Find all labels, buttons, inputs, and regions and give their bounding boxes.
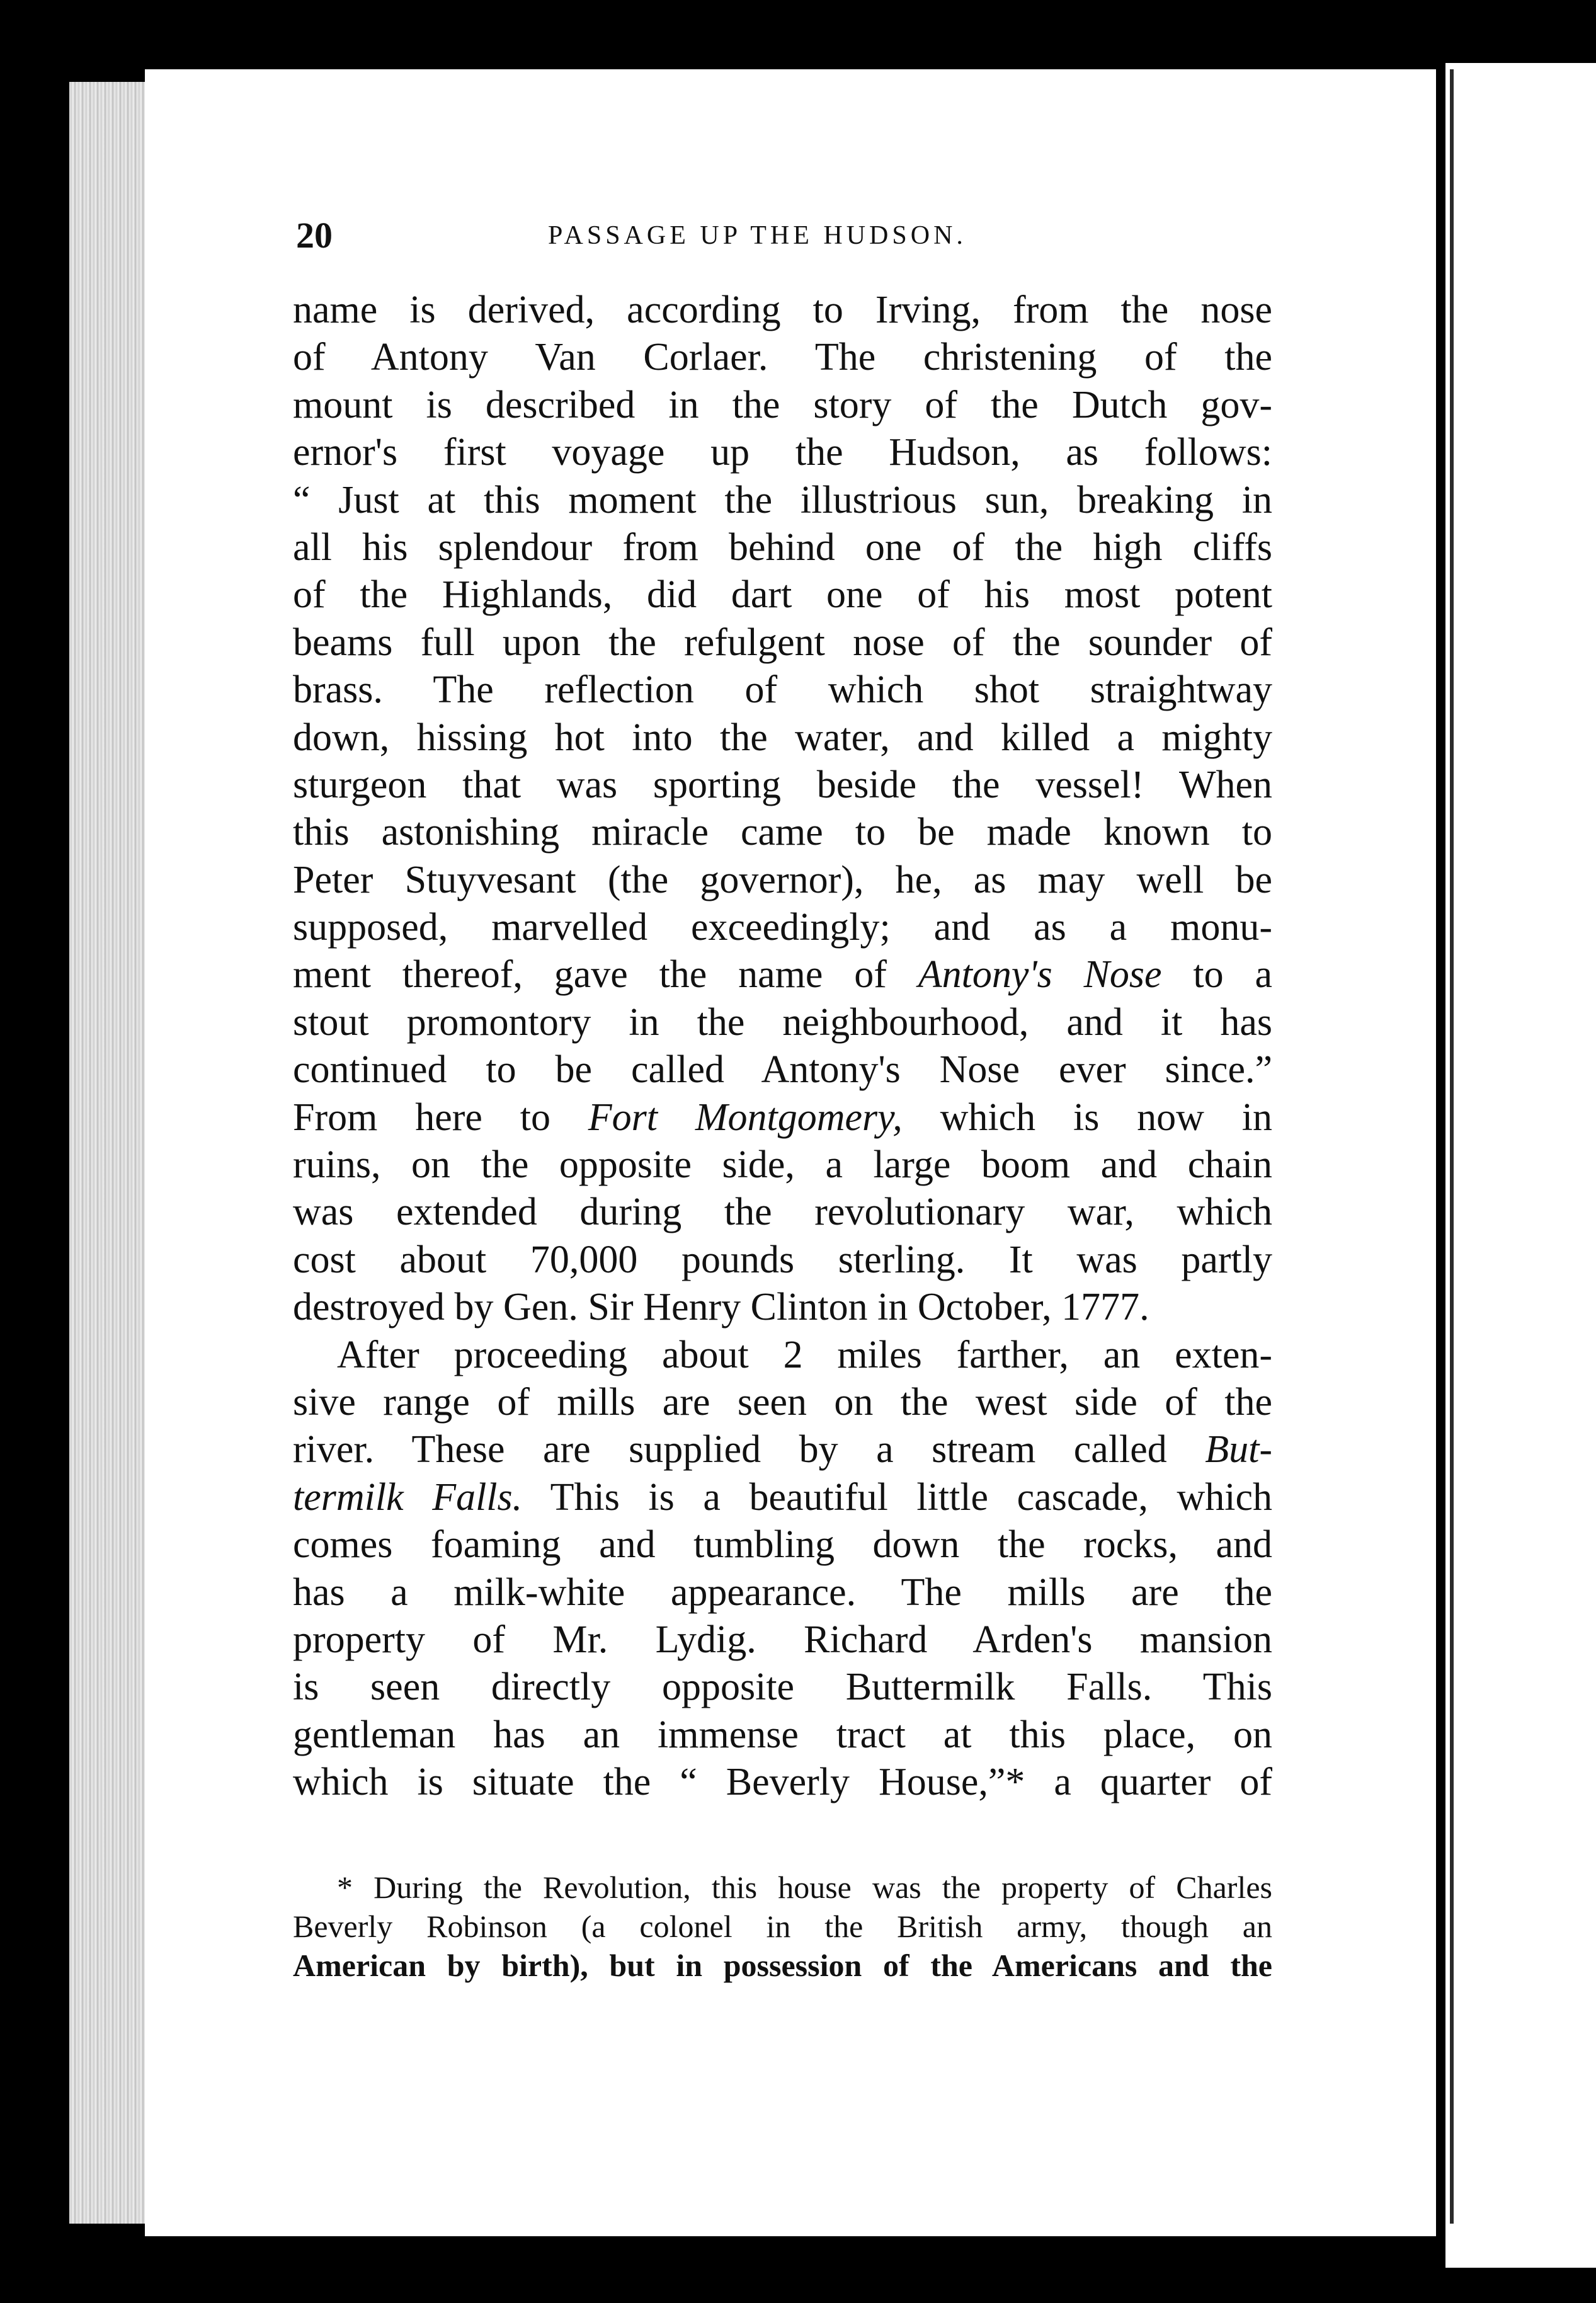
- text-line: property of Mr. Lydig. Richard Arden's mansion: [293, 1618, 1272, 1661]
- text-line: has a milk-white appearance. The mills are the: [293, 1570, 1272, 1614]
- running-head: [296, 214, 1279, 265]
- text-line: was extended during the revolutionary war, which: [293, 1191, 1272, 1234]
- footnote: [293, 1868, 1272, 1985]
- text-segment: to a: [1161, 953, 1272, 997]
- text-line: cost about 70,000 pounds sterling. It was partly: [293, 1238, 1272, 1281]
- page-gutter-line: [1450, 69, 1454, 2224]
- text-line: comes foaming and tumbling down the rocks, and: [293, 1523, 1272, 1567]
- text-line: of the Highlands, did dart one of his most potent: [293, 573, 1272, 617]
- text-line: is seen directly opposite Buttermilk Falls. This: [293, 1666, 1272, 1709]
- text-segment: This is a beautiful little cascade, which: [522, 1475, 1272, 1519]
- text-line: which is situate the “ Beverly House,”* a quarter of: [293, 1761, 1272, 1804]
- text-line: stout promontory in the neighbourhood, and it has: [293, 1000, 1272, 1044]
- italic-text: termilk Falls.: [293, 1475, 523, 1519]
- italic-text: Fort Montgomery,: [588, 1095, 903, 1139]
- text-line: sturgeon that was sporting beside the vessel! When: [293, 763, 1272, 806]
- text-line: [293, 1426, 1272, 1473]
- text-line: down, hissing hot into the water, and killed a mighty: [293, 716, 1272, 759]
- footnote-line: Beverly Robinson (a colonel in the British army, though an: [293, 1909, 1272, 1944]
- text-segment: From here to: [293, 1095, 588, 1139]
- facing-page-edge: [1445, 63, 1596, 2268]
- running-title: PASSAGE UP THE HUDSON.: [548, 221, 967, 250]
- text-line: “ Just at this moment the illustrious sun, breaking in: [293, 478, 1272, 522]
- text-line: gentleman has an immense tract at this place, on: [293, 1713, 1272, 1756]
- text-line: [293, 1094, 1272, 1141]
- footnote-line: * During the Revolution, this house was the property of Charles: [337, 1870, 1272, 1905]
- text-line: destroyed by Gen. Sir Henry Clinton in October, 1777.: [293, 1286, 1149, 1329]
- text-line: name is derived, according to Irving, from the nose: [293, 289, 1272, 331]
- text-line: brass. The reflection of which shot straightway: [293, 668, 1272, 712]
- text-line: of Antony Van Corlaer. The christening of the: [293, 336, 1272, 379]
- italic-text: Antony's Nose: [918, 953, 1162, 997]
- text-line: After proceeding about 2 miles farther, an exten-: [337, 1333, 1272, 1376]
- text-line: [293, 951, 1272, 998]
- text-line: ruins, on the opposite side, a large boom and chain: [293, 1143, 1272, 1187]
- body-text: [293, 287, 1272, 1807]
- text-line: Peter Stuyvesant (the governor), he, as may well be: [293, 858, 1272, 901]
- text-line: continued to be called Antony's Nose ever since.”: [293, 1048, 1272, 1092]
- text-line: ernor's first voyage up the Hudson, as follows:: [293, 431, 1272, 474]
- book-page-edges: [69, 82, 151, 2224]
- text-line: sive range of mills are seen on the west side of the: [293, 1380, 1272, 1424]
- text-segment: ment thereof, gave the name of: [293, 953, 918, 997]
- page-number: 20: [296, 215, 333, 256]
- text-line: this astonishing miracle came to be made known to: [293, 811, 1272, 854]
- text-line: supposed, marvelled exceedingly; and as a monu-: [293, 906, 1272, 949]
- italic-text: But-: [1205, 1428, 1272, 1472]
- footnote-line: American by birth), but in possession of the Americans and the: [293, 1948, 1272, 1983]
- text-line: beams full upon the refulgent nose of the sounder of: [293, 620, 1272, 664]
- text-segment: which is now in: [902, 1095, 1273, 1139]
- text-line: [293, 1474, 1272, 1521]
- text-segment: river. These are supplied by a stream called: [293, 1428, 1206, 1472]
- text-line: all his splendour from behind one of the high cliffs: [293, 525, 1272, 569]
- text-line: mount is described in the story of the Dutch gov-: [293, 383, 1272, 426]
